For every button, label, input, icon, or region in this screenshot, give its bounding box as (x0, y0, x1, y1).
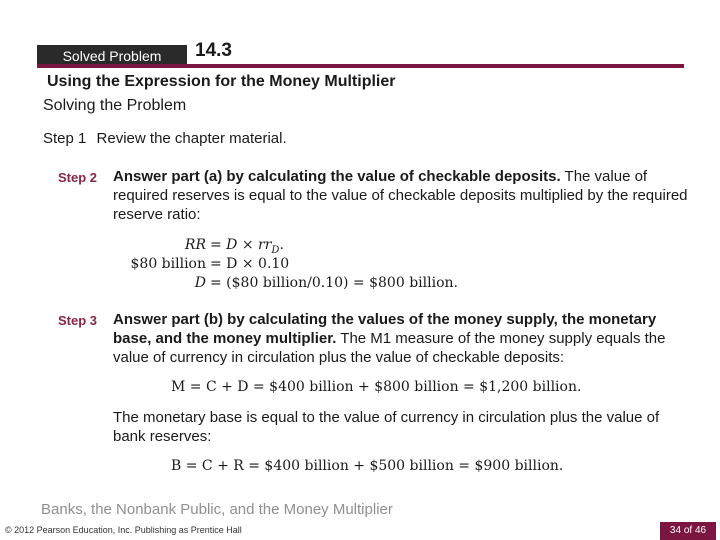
header-rule (37, 64, 684, 68)
step3-paragraph2: The monetary base is equal to the value of currency in circulation plus the value of bank reserves: (113, 409, 660, 445)
step2-eq3-lhs: D (194, 275, 206, 291)
page-number: 34 of 46 (660, 522, 716, 540)
step2-text: The value of required reserves is equal to the value of checkable deposits multiplied by the required reserve ratio: (113, 168, 688, 223)
copyright-notice: © 2012 Pearson Education, Inc. Publishing as Prentice Hall (5, 525, 242, 535)
step3-label: Step 3 (58, 313, 98, 328)
step3-bold-text: Answer part (b) by calculating the values of the money supply, the monetary base, and the money multiplier. (113, 311, 657, 347)
step2-eq1-rhs: = $D \times rr_D$. (210, 237, 284, 256)
step2-eq1-lhs: RR (184, 237, 206, 253)
section-heading: Solving the Problem (43, 97, 187, 114)
step2-eq3-rhs: = ($80 billion/0.10) = $800 billion. (210, 275, 458, 291)
step2-eq2-lhs: $80 billion (130, 256, 206, 272)
step1-text: Review the chapter material. (96, 130, 287, 147)
step2-eq2-rhs: = D × 0.10 (210, 256, 290, 272)
solved-problem-badge: Solved Problem (37, 45, 187, 67)
step2-label: Step 2 (58, 170, 98, 185)
problem-number: 14.3 (195, 40, 232, 61)
step3-text: The M1 measure of the money supply equals the value of currency in circulation plus the value of checkable deposits: (113, 330, 666, 366)
step1-row (43, 130, 287, 147)
chapter-title: Banks, the Nonbank Public, and the Money Multiplier (41, 501, 393, 518)
step2-bold-text: Answer part (a) by calculating the value of checkable deposits. (113, 168, 561, 185)
step2-paragraph (113, 167, 693, 224)
step3-paragraph (113, 310, 693, 367)
step1-label: Step 1 (43, 130, 87, 147)
slide-subtitle: Using the Expression for the Money Multiplier (47, 73, 396, 90)
step3-eq1: M = C + D = $400 billion + $800 billion = $1,200 billion. (171, 379, 582, 395)
step3-eq2: B = C + R = $400 billion + $500 billion = $900 billion. (171, 458, 564, 474)
